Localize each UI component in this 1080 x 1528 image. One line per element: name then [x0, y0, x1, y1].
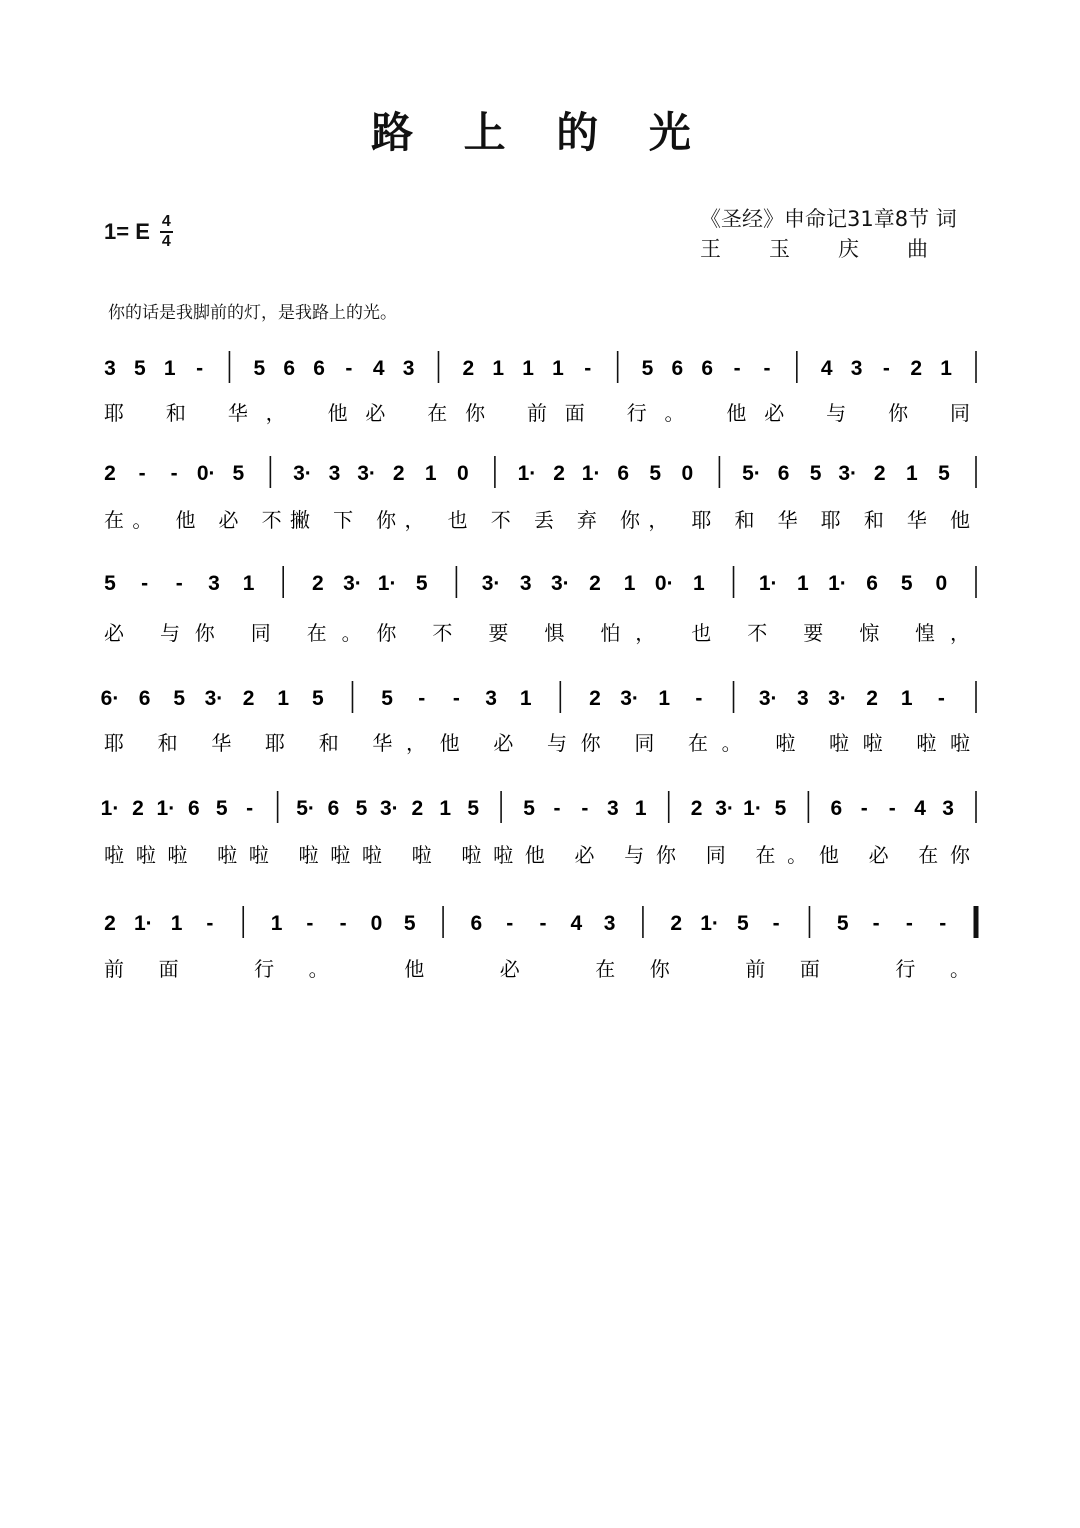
note: 3: [485, 687, 497, 710]
note: 2: [104, 462, 116, 485]
note: 5: [403, 912, 416, 935]
note: 2: [104, 912, 116, 935]
note: 6: [671, 357, 684, 380]
score-system: [104, 566, 976, 645]
note: -: [584, 357, 592, 380]
note: -: [418, 687, 426, 710]
note: 1: [623, 572, 636, 595]
note: 3: [519, 572, 532, 595]
note: 5·: [742, 462, 761, 485]
note: 2: [392, 462, 405, 485]
note: 5: [311, 687, 324, 710]
note: 3·: [715, 797, 734, 820]
note: 0·: [654, 572, 674, 595]
note: 5: [215, 797, 228, 820]
note: 2: [311, 572, 324, 595]
note: 1·: [581, 462, 601, 485]
note: 1: [424, 462, 437, 485]
note: -: [553, 797, 561, 820]
lyric-line: 前面 行。 他 必 在你 前面 行。: [104, 957, 970, 981]
note: 6·: [100, 687, 120, 710]
note: 1: [693, 572, 705, 595]
score-system: [101, 681, 976, 755]
note: 2: [462, 357, 475, 380]
note: 1·: [100, 797, 120, 820]
note: 5: [649, 462, 662, 485]
note: 3·: [380, 797, 399, 820]
note: -: [539, 912, 547, 935]
score-system: [101, 791, 976, 867]
note: 2: [132, 797, 144, 820]
note: 4: [914, 797, 926, 820]
lyric-line: 啦啦啦 啦啦 啦啦啦 啦 啦啦他 必 与你 同 在。他 必 在你: [104, 843, 970, 867]
note: -: [506, 912, 514, 935]
note: 1: [906, 462, 918, 485]
note: -: [581, 797, 589, 820]
note: 1: [170, 912, 183, 935]
note: 5: [173, 687, 186, 710]
note: 6: [327, 797, 340, 820]
note: 5: [641, 357, 654, 380]
lyric-line: 必 与你 同 在。你 不 要 惧 怕， 也 不 要 惊 惶，: [104, 621, 970, 645]
note: -: [763, 357, 771, 380]
key-label: 1= E: [104, 219, 150, 244]
note: -: [175, 572, 183, 595]
note: 3: [796, 687, 809, 710]
note: -: [138, 462, 146, 485]
note: -: [872, 912, 880, 935]
note: 2: [589, 687, 601, 710]
note: 6: [701, 357, 714, 380]
note: -: [888, 797, 896, 820]
note: 2: [670, 912, 683, 935]
note: 1: [492, 357, 505, 380]
note: 3·: [481, 572, 501, 595]
note: 1: [634, 797, 647, 820]
note: 6: [187, 797, 200, 820]
note: 1: [658, 687, 671, 710]
note: -: [339, 912, 347, 935]
note: 6: [617, 462, 630, 485]
note: 3·: [204, 687, 224, 710]
song-title: 路 上 的 光: [371, 108, 709, 157]
score-system: [104, 906, 976, 981]
note: 2: [411, 797, 424, 820]
note: 2: [873, 462, 886, 485]
note: 5: [381, 687, 393, 710]
note: 5: [836, 912, 849, 935]
note: 3·: [828, 687, 847, 710]
note: 1: [519, 687, 532, 710]
note: 1·: [517, 462, 537, 485]
note: 1: [522, 357, 534, 380]
composer-credit: 王玉庆曲: [700, 237, 976, 261]
note: 6: [283, 357, 296, 380]
note: 5: [134, 357, 146, 380]
note: 2: [553, 462, 565, 485]
note: 5: [774, 797, 787, 820]
score-system: [104, 456, 976, 532]
note: 6: [138, 687, 151, 710]
note: 3·: [758, 687, 778, 710]
note: 3·: [838, 462, 858, 485]
note: 6: [313, 357, 325, 380]
note: 1: [552, 357, 564, 380]
note: 0: [935, 572, 948, 595]
note: 5: [104, 572, 116, 595]
note: 5: [415, 572, 428, 595]
note: 3: [402, 357, 415, 380]
note: -: [905, 912, 913, 935]
note: 2: [589, 572, 601, 595]
note: 3·: [293, 462, 312, 485]
note: 3: [942, 797, 954, 820]
note: 6: [470, 912, 483, 935]
note: 1·: [758, 572, 778, 595]
time-unit: 4: [161, 233, 171, 250]
note: -: [306, 912, 314, 935]
note: 3: [606, 797, 619, 820]
note: -: [860, 797, 868, 820]
note: 3: [603, 912, 616, 935]
note: 1: [439, 797, 452, 820]
note: 6: [777, 462, 790, 485]
note: 1·: [828, 572, 847, 595]
note: 5: [900, 572, 913, 595]
lyric-line: 耶 和 华， 他必 在你 前面 行。 他必 与 你 同: [104, 401, 970, 425]
note: 5: [938, 462, 950, 485]
note: 4: [570, 912, 583, 935]
note: -: [206, 912, 214, 935]
note: 6: [866, 572, 878, 595]
note: 4: [372, 357, 385, 380]
note: -: [196, 357, 204, 380]
note: -: [170, 462, 178, 485]
note: 1: [270, 912, 283, 935]
note: 0: [681, 462, 694, 485]
note: 5: [232, 462, 245, 485]
note: 5·: [296, 797, 315, 820]
score-system: [104, 351, 976, 425]
note: 5: [523, 797, 535, 820]
intro-text: 你的话是我脚前的灯，是我路上的光。: [108, 303, 397, 323]
note: -: [882, 357, 890, 380]
note: 1·: [156, 797, 176, 820]
note: -: [733, 357, 741, 380]
note: 2: [910, 357, 923, 380]
note: 1: [940, 357, 952, 380]
note: 0·: [196, 462, 216, 485]
note: 1: [242, 572, 255, 595]
note: 1: [277, 687, 290, 710]
note: 1·: [377, 572, 397, 595]
note: 3: [328, 462, 341, 485]
note: 1·: [743, 797, 762, 820]
note: 5: [355, 797, 368, 820]
note: 0: [456, 462, 469, 485]
time-beats: 4: [161, 213, 171, 230]
note: 3·: [343, 572, 362, 595]
lyricist-credit: 《圣经》申命记31章8节 词: [700, 207, 957, 231]
note: 3·: [550, 572, 570, 595]
note: 6: [830, 797, 843, 820]
note: 5: [467, 797, 480, 820]
note: -: [772, 912, 780, 935]
note: 3·: [357, 462, 376, 485]
note: 1: [900, 687, 913, 710]
note: -: [695, 687, 703, 710]
note: -: [452, 687, 460, 710]
note: 0: [370, 912, 383, 935]
lyric-line: 在。 他 必 不撇 下 你， 也 不 丢 弃 你， 耶 和 华 耶 和 华 他: [104, 508, 970, 532]
note: -: [246, 797, 254, 820]
lyric-line: 耶 和 华 耶 和 华，他 必 与你 同 在。 啦 啦啦 啦啦: [104, 731, 970, 755]
note: -: [345, 357, 353, 380]
note: 5: [253, 357, 266, 380]
note: 1: [796, 572, 809, 595]
note: 3·: [620, 687, 639, 710]
note: -: [939, 912, 947, 935]
note: 2: [242, 687, 255, 710]
note: 1·: [700, 912, 719, 935]
note: 1: [163, 357, 176, 380]
note: 5: [737, 912, 749, 935]
note: -: [937, 687, 945, 710]
note: 2: [866, 687, 878, 710]
note: 4: [820, 357, 833, 380]
note: 5: [809, 462, 822, 485]
note: 2: [690, 797, 703, 820]
note: 3: [850, 357, 863, 380]
note: 3: [104, 357, 116, 380]
note: 3: [208, 572, 220, 595]
note: 1·: [133, 912, 153, 935]
note: -: [141, 572, 149, 595]
